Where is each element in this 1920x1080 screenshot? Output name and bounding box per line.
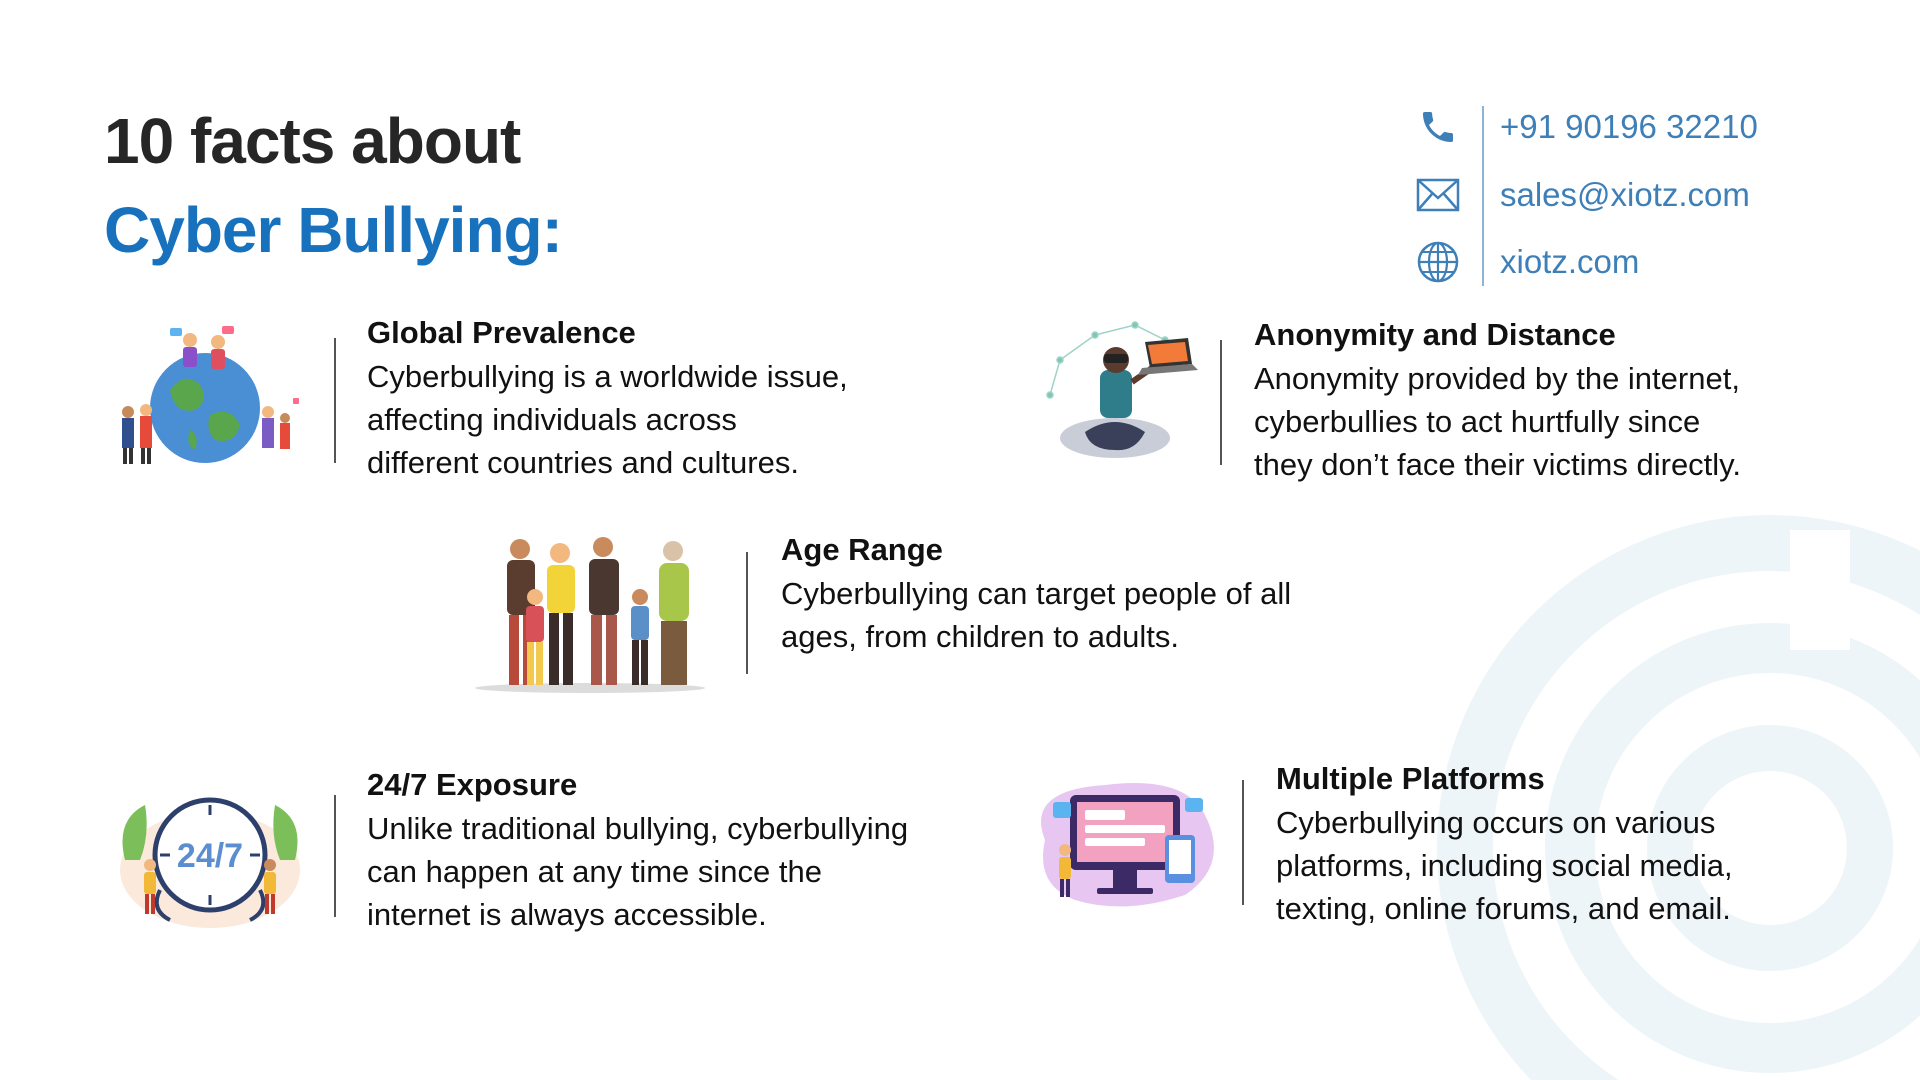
- vr-laptop-person-illustration: [1040, 320, 1210, 465]
- fact-divider: [1220, 340, 1222, 465]
- fact-body-line: Cyberbullying is a worldwide issue,: [367, 359, 848, 394]
- fact-body-line: they don’t face their victims directly.: [1254, 447, 1741, 482]
- fact-body-line: texting, online forums, and email.: [1276, 891, 1731, 926]
- fact-body: [367, 807, 908, 936]
- globe-people-illustration: [110, 320, 300, 470]
- fact-body-line: platforms, including social media,: [1276, 848, 1733, 883]
- page-title-line2: Cyber Bullying:: [104, 194, 562, 266]
- fact-body-line: Cyberbullying occurs on various: [1276, 805, 1716, 840]
- fact-body-line: cyberbullies to act hurtfully since: [1254, 404, 1701, 439]
- fact-body-line: different countries and cultures.: [367, 445, 799, 480]
- contact-phone-row[interactable]: [1414, 103, 1758, 151]
- contact-website-row[interactable]: [1414, 238, 1640, 286]
- fact-body-line: Unlike traditional bullying, cyberbullying: [367, 811, 909, 846]
- phone-icon: [1414, 103, 1462, 151]
- globe-icon: [1414, 238, 1462, 286]
- fact-title: Age Range: [781, 532, 943, 567]
- fact-body: [1254, 357, 1741, 486]
- contact-phone[interactable]: +91 90196 32210: [1500, 108, 1758, 145]
- devices-platforms-illustration: [1025, 780, 1220, 910]
- fact-title: Anonymity and Distance: [1254, 317, 1616, 352]
- fact-body-line: Anonymity provided by the internet,: [1254, 361, 1740, 396]
- clock-24-7-illustration: [110, 780, 310, 930]
- fact-title: 24/7 Exposure: [367, 767, 578, 802]
- contact-divider: [1482, 106, 1484, 286]
- fact-divider: [746, 552, 748, 674]
- fact-divider: [334, 338, 336, 463]
- page-title-line1: 10 facts about: [104, 105, 521, 177]
- contact-email[interactable]: sales@xiotz.com: [1500, 176, 1750, 213]
- fact-divider: [334, 795, 336, 917]
- clock-label: 24/7: [176, 837, 244, 875]
- family-group-illustration: [465, 535, 715, 695]
- fact-body-line: internet is always accessible.: [367, 897, 767, 932]
- mail-icon: [1414, 171, 1462, 219]
- fact-body-line: affecting individuals across: [367, 402, 737, 437]
- contact-block: [1414, 100, 1794, 290]
- contact-website[interactable]: xiotz.com: [1500, 243, 1640, 280]
- fact-body-line: ages, from children to adults.: [781, 619, 1180, 654]
- contact-email-row[interactable]: [1414, 171, 1750, 219]
- fact-title: Global Prevalence: [367, 315, 636, 350]
- fact-body-line: Cyberbullying can target people of all: [781, 576, 1292, 611]
- fact-body: [781, 572, 1291, 658]
- fact-body: [367, 355, 848, 484]
- fact-title: Multiple Platforms: [1276, 761, 1545, 796]
- fact-body: [1276, 801, 1733, 930]
- fact-divider: [1242, 780, 1244, 905]
- fact-body-line: can happen at any time since the: [367, 854, 822, 889]
